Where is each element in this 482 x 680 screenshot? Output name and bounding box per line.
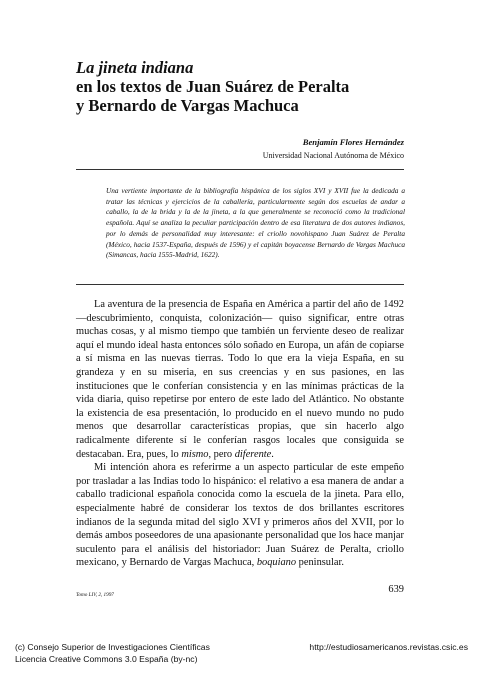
paragraph-1-text: La aventura de la presencia de España en América a partir del año de 1492 —descubrimiento, conquista, colonización— quiso significar, entre otras muchas cosas, y al mismo tiempo que también un ferviente deseo de realizar aquí el mundo ideal hasta entonces sólo soñado en Europa, un afán de copiarse a sí misma en las nuevas tierras. Todo lo que era la vieja España, en su grandeza y en su miseria, en sus creencias y en sus pasiones, en las instituciones que le conferían consistencia y en las mínimas prácticas de la vida diaria, quiso repetirse por entero de este lado del Atlántico. No obstante la existencia de esa presentación, lo producido en el nuevo mundo no pudo menos que desarrollar características propias, que sin hacerlo algo radicalmente diferente sí le conferían rasgos locales que consiguida se destacaban. Era, pues, lo: [76, 299, 404, 460]
author-affiliation: Universidad Nacional Autónoma de México: [262, 151, 404, 160]
paragraph-2-end: peninsular.: [296, 557, 344, 569]
body-paragraph-2: [76, 461, 404, 570]
abstract-bottom-rule: [76, 284, 404, 285]
copyright-line: (c) Consejo Superior de Investigaciones Científicas: [15, 642, 210, 652]
body-text: [76, 298, 404, 570]
journal-url-link[interactable]: http://estudiosamericanos.revistas.csic.es: [309, 642, 468, 652]
emphasis-mismo: mismo: [181, 448, 209, 460]
abstract-top-rule: [76, 169, 404, 170]
license-notice: [15, 641, 210, 665]
title-line-3: y Bernardo de Vargas Machuca: [76, 96, 299, 115]
journal-url[interactable]: [309, 641, 468, 653]
author-name: Benjamín Flores Hernández: [302, 137, 404, 147]
license-line: Licencia Creative Commons 3.0 España (by-nc): [15, 654, 198, 664]
body-paragraph-1: [76, 298, 404, 461]
abstract-text: Una vertiente importante de la bibliografía hispánica de los siglos XVI y XVII fue la dedicada a tratar las técnicas y ejercicios de la caballería, particularmente según dos escuelas de andar a caballo, la de la brida y la de la jineta, a la que generalmente se reconoció como la tradicional española. Aquí se analiza la peculiar participación dentro de esa literatura de dos autores indianos, por lo demás de personalidad muy interesante: el criollo novohispano Juan Suárez de Peralta (México, hacia 1537-España, después de 1596) y el capitán boyacense Bernardo de Vargas Machuca (Simancas, hacia 1555-Madrid, 1622).: [106, 186, 405, 260]
emphasis-diferente: diferente: [234, 448, 272, 460]
paragraph-2-text: Mi intención ahora es referirme a un aspecto particular de este empeño por trasladar a las Indias todo lo hispánico: el relativo a esa manera de andar a caballo tradicional española conocida como la escuela de la jineta. Para ello, especialmente habré de considerar los textos de dos brillantes escritores indianos de la segunda mitad del siglo XVI y primeros años del XVII, por lo demás ambos poseedores de una apasionante personalidad que los hace manjar suculento para el análisis del historiador: Juan Suárez de Peralta, criollo mexicano, y Bernardo de Vargas Machuca,: [76, 462, 404, 569]
emphasis-boquiano: boquiano: [256, 557, 297, 569]
paragraph-1-end: .: [271, 448, 274, 460]
journal-reference: Tomo LIV, 2, 1997: [76, 592, 114, 598]
paragraph-1-mid: , pero: [208, 448, 235, 460]
title-line-2: en los textos de Juan Suárez de Peralta: [76, 77, 350, 96]
article-title: [76, 58, 416, 115]
page-number: 639: [388, 584, 404, 595]
title-line-1: La jineta indiana: [76, 58, 194, 77]
